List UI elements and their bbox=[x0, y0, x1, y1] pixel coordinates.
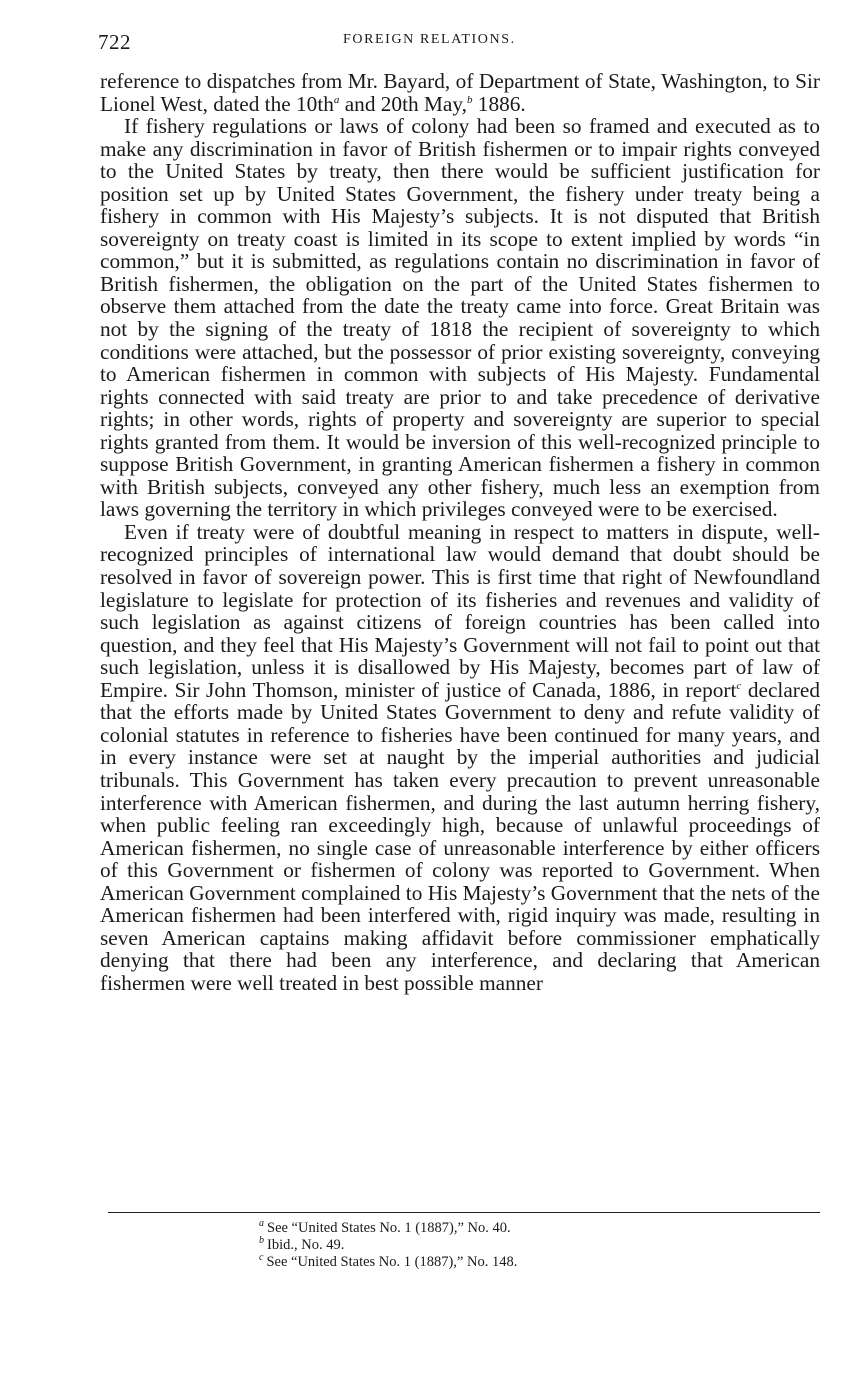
footnote-mark: c bbox=[259, 1252, 264, 1264]
paragraph bbox=[100, 521, 820, 994]
footnote-reference: c bbox=[736, 679, 742, 692]
footnote-text: Ibid., No. 49. bbox=[267, 1237, 345, 1253]
footnote-text: See “United States No. 1 (1887),” No. 148. bbox=[266, 1254, 518, 1270]
running-title: FOREIGN RELATIONS. bbox=[343, 32, 516, 47]
paragraph-text: and 20th May, bbox=[339, 91, 467, 116]
paragraph-text: If fishery regulations or laws of colony had been so framed and executed as to make any discrimination in favor of British fishermen or to impair rights conveyed to the United States by treaty, then there would be sufficient justification for position set up by United States Government, the fishery under treaty being a fishery in common with His Majesty’s subjects. It is not disputed that British sovereignty on treaty coast is limited in its scope to extent implied by words “in common,” but it is submitted, as regulations contain no discrimination in favor of British fishermen, the obligation on the part of the United States fishermen to observe them attached from the date the treaty came into force. Great Britain was not by the signing of the treaty of 1818 the recipient of sovereignty to which conditions were attached, but the possessor of prior existing sovereignty, conveying to American fishermen in common with subjects of His Majesty. Fundamental rights connected with said treaty are prior to and take precedence of derivative rights; in other words, rights of property and sovereignty are superior to special rights granted from them. It would be inversion of this well-recognized principle to suppose British Government, in granting American fishermen a fishery in common with British subjects, conveyed any other fishery, much less an exemption from laws governing the territory in which privileges conveyed were to be exercised. bbox=[100, 114, 820, 522]
footnote-reference: a bbox=[333, 93, 340, 106]
paragraph-text: declared that the efforts made by United States Government to deny and refute validity of colonial statutes in reference to fisheries have been continued for many years, and in every instance were set at naught by the imperial authorities and judicial tribunals. This Government has taken every precaution to prevent unreasonable interference with American fishermen, and during the last autumn herring fishery, when public feeling ran exceedingly high, because of unlawful proceedings of American fishermen, no single case of unreasonable interference by either officers of this Government or fishermen of colony was reported to Government. When American Government complained to His Majesty’s Government that the nets of the American fishermen had been interfered with, rigid inquiry was made, resulting in seven American captains making affidavit before commissioner emphatically denying that there had been any interference, and declaring that American fishermen were well treated in best possible manner bbox=[100, 677, 820, 995]
paragraph bbox=[100, 70, 820, 115]
body-text bbox=[100, 70, 820, 994]
footnote-divider bbox=[108, 1212, 820, 1213]
footnote bbox=[259, 1237, 517, 1254]
footnote-reference: b bbox=[466, 93, 473, 106]
footnote-mark: a bbox=[259, 1218, 264, 1230]
page-number: 722 bbox=[98, 30, 131, 54]
footnotes bbox=[259, 1220, 517, 1271]
footnote-text: See “United States No. 1 (1887),” No. 40. bbox=[267, 1220, 511, 1236]
footnote bbox=[259, 1220, 517, 1237]
paragraph-text: reference to dispatches from Mr. Bayard, of Department of State, Washington, to Sir Lionel West, dated the 10th bbox=[100, 69, 820, 116]
paragraph-text: Even if treaty were of doubtful meaning in respect to matters in dispute, well-recognized principles of international law would demand that doubt should be resolved in favor of sovereign power. This is first time that right of Newfoundland legislature to legislate for protection of its fisheries and revenues and validity of such legislation as against citizens of foreign countries has been called into question, and they feel that His Majesty’s Government will not fail to point out that such legislation, unless it is disallowed by His Majesty, becomes part of law of Empire. Sir John Thomson, minister of justice of Canada, 1886, in report bbox=[100, 519, 820, 702]
paragraph bbox=[100, 115, 820, 521]
footnote bbox=[259, 1254, 517, 1271]
paragraph-text: 1886. bbox=[472, 91, 526, 116]
footnote-mark: b bbox=[259, 1235, 264, 1247]
